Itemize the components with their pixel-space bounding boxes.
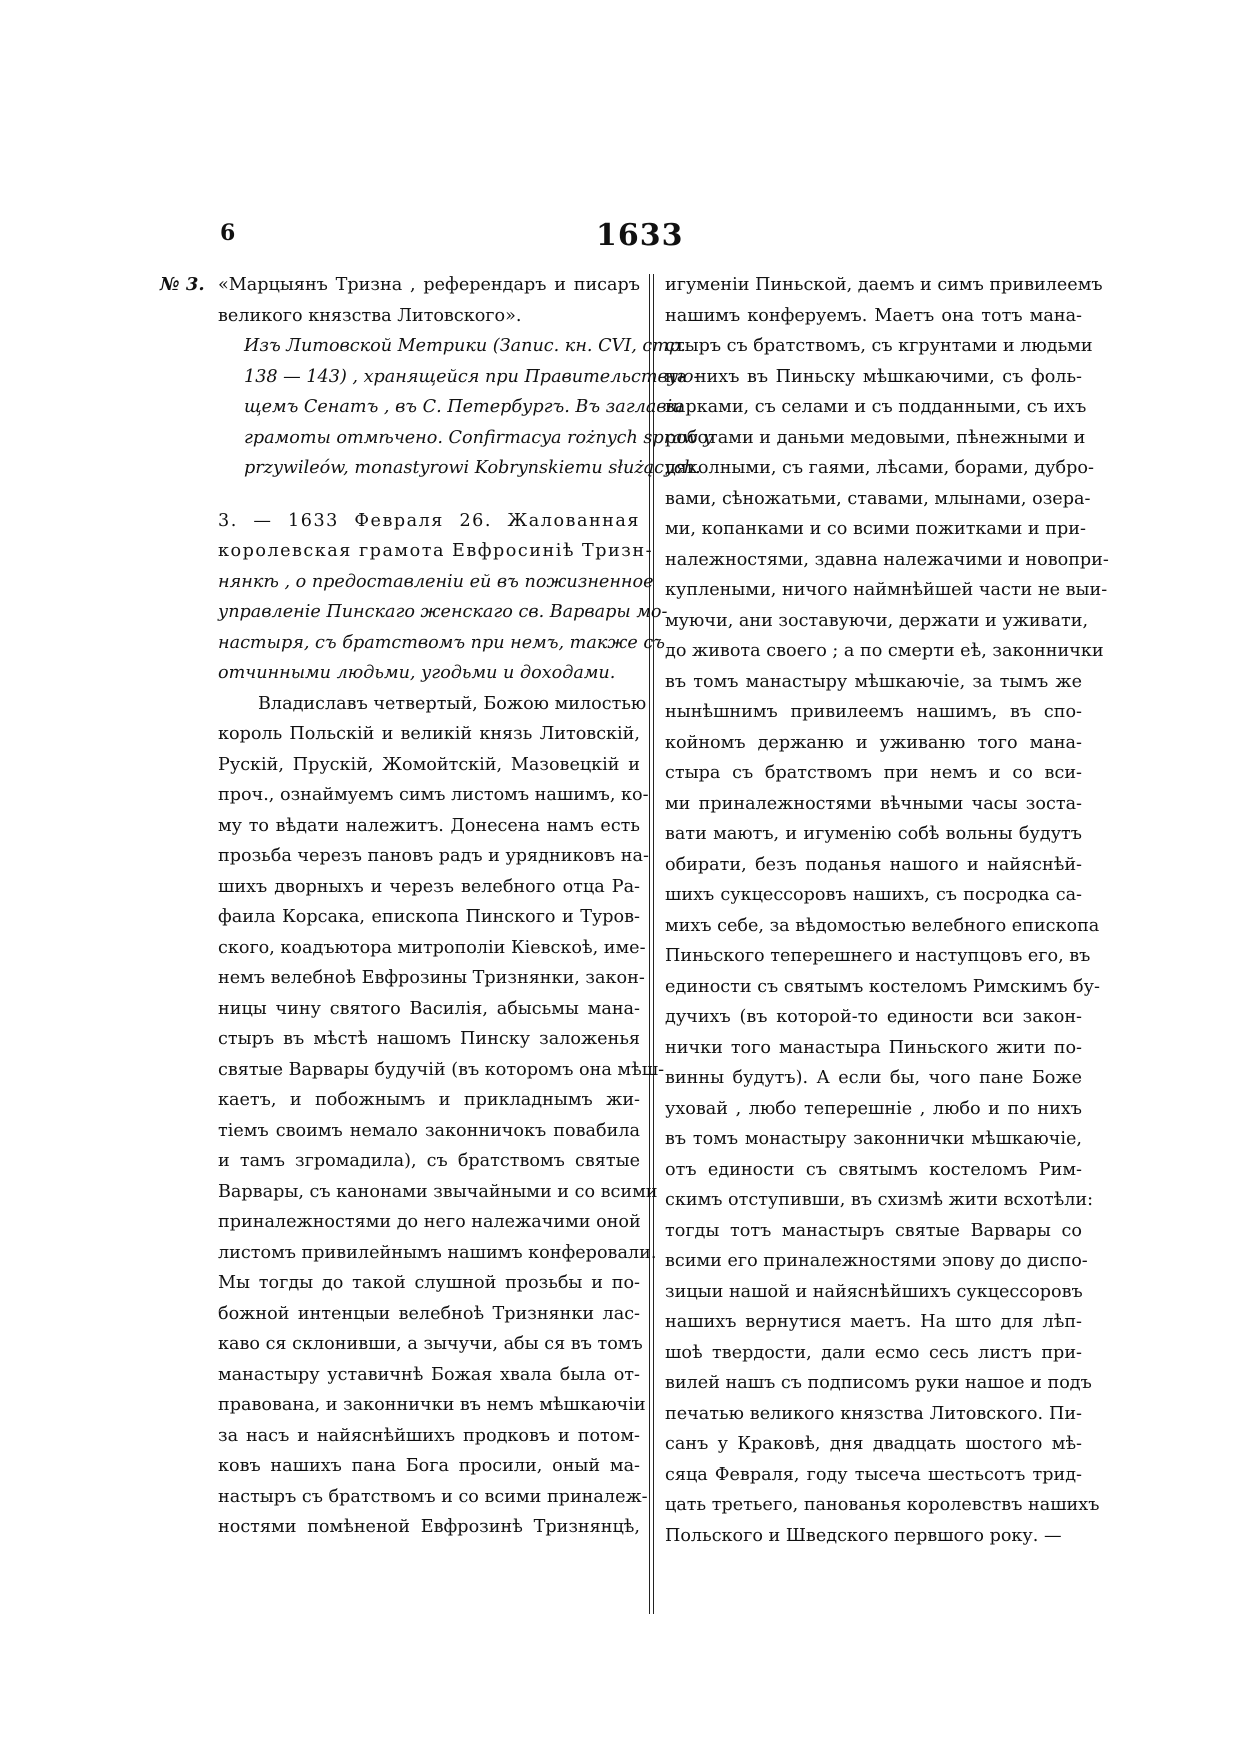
body-line: куплеными, ничого наймнѣйшей части не выи-: [665, 580, 1108, 600]
body-line: шихъ сукцессоровъ нашихъ, съ посродка са-: [665, 885, 1082, 905]
body-line: винны будутъ). А если бы, чого пане Боже: [665, 1068, 1082, 1088]
body-line: каво ся склонивши, а зычучи, абы ся въ томъ: [218, 1334, 643, 1354]
body-line: фаила Корсака, епископа Пинского и Туров-: [218, 907, 640, 927]
body-line: тогды тотъ манастыръ святые Варвары со: [665, 1220, 1082, 1241]
body-line: цать третьего, панованья королевствъ нашихъ: [665, 1495, 1100, 1515]
body-line: нашимъ конферуемъ. Маетъ она тотъ мана-: [665, 305, 1082, 326]
body-line: манастыру уставичнѣ Божая хвала была от-: [218, 1364, 640, 1385]
body-line: отъ единости съ святымъ костеломъ Рим-: [665, 1159, 1082, 1180]
heading-line: королевская грамота Евфросиніѣ Тризн-: [218, 541, 654, 561]
body-line: настыръ съ братствомъ и со всими приналеж-: [218, 1486, 648, 1507]
right-column: [665, 270, 1109, 1551]
body-line: листомъ привилейнымъ нашимъ конферовали.: [218, 1242, 657, 1263]
body-line: король Польскій и великій князь Литовскій,: [218, 724, 640, 744]
body-line: вилей нашъ съ подписомъ руки нашое и подъ: [665, 1373, 1092, 1393]
body-line: шоѣ твердости, дали есмо сесь листъ при-: [665, 1342, 1082, 1363]
body-line: ковъ нашихъ пана Бога просили, оный ма-: [218, 1456, 640, 1476]
body-line: михъ себе, за вѣдомостью велебного епископа: [665, 915, 1100, 936]
body-line: сяца Февраля, году тысеча шестьсотъ трид-: [665, 1464, 1082, 1485]
body-line: ми, копанками и со всими пожитками и при-: [665, 519, 1086, 539]
body-line: обирати, безъ поданья нашого и найяснѣй-: [665, 854, 1082, 875]
body-line: скимъ отступивши, въ схизмѣ жити всхотѣли:: [665, 1190, 1094, 1210]
body-line: Мы тогды до такой слушной прозьбы и по-: [218, 1273, 640, 1293]
body-line: нынѣшнимъ привилеемъ нашимъ, въ спо-: [665, 702, 1082, 722]
body-line: святые Варвары будучій (въ которомъ она мѣш-: [218, 1059, 665, 1080]
body-line: дучихъ (въ которой-то единости вси закон-: [665, 1007, 1082, 1027]
body-line: вами, сѣножатьми, ставами, млынами, озера-: [665, 488, 1091, 509]
body-line: муючи, ани зоставуючи, держати и уживати,: [665, 610, 1089, 631]
source-line: 138 — 143) , хранящейся при Правительствую-: [244, 366, 700, 387]
source-note: [244, 331, 714, 484]
document-marker: № 3.: [160, 274, 205, 295]
body-line: Владиславъ четвертый, Божою милостью: [258, 693, 647, 714]
body-line: немъ велебноѣ Евфрозины Тризнянки, закон-: [218, 968, 645, 988]
body-line: койномъ держаню и уживаню того мана-: [665, 732, 1082, 753]
body-line: правована, и законнички въ немъ мѣшкаючіи: [218, 1395, 646, 1415]
body-line: стыръ въ мѣстѣ нашомъ Пинску заложенья: [218, 1029, 640, 1049]
heading-line: 3. — 1633 Февраля 26. Жалованная: [218, 510, 640, 531]
body-line: му то вѣдати належитъ. Донесена намъ есть: [218, 815, 640, 836]
body-text: [218, 689, 665, 1543]
body-line: ми приналежностями вѣчными часы зоста-: [665, 793, 1082, 814]
body-line: шихъ дворныхъ и черезъ велебного отца Ра-: [218, 876, 640, 897]
body-line: печатью великого князства Литовского. Пи-: [665, 1403, 1082, 1424]
body-line: уховай , любо теперешніе , любо и по нихъ: [665, 1098, 1082, 1119]
body-line: ностями помѣненой Евфрозинѣ Тризнянцѣ,: [218, 1517, 640, 1537]
heading-line: нянкѣ , о предоставленіи ей въ пожизненное: [218, 571, 654, 592]
body-line: дяколными, съ гаями, лѣсами, борами, дубро-: [665, 458, 1094, 478]
body-line: за насъ и найяснѣйшихъ продковъ и потом-: [218, 1425, 640, 1446]
body-line: Пиньского теперешнего и наступцовъ его, въ: [665, 946, 1091, 966]
source-line: щемъ Сенатъ , въ С. Петербургъ. Въ заглавіи: [244, 397, 684, 417]
body-line: стыръ съ братствомъ, съ кгрунтами и людьми: [665, 336, 1093, 356]
heading-line: отчинными людьми, угодьми и доходами.: [218, 663, 616, 683]
body-line: ского, коадъютора митрополіи Кіевскоѣ, име-: [218, 937, 646, 958]
body-line: варками, съ селами и съ подданными, съ ихъ: [665, 397, 1087, 417]
body-line: въ томъ монастыру законнички мѣшкаючіе,: [665, 1129, 1082, 1149]
body-line: проч., ознаймуемъ симъ листомъ нашимъ, ко-: [218, 785, 649, 805]
body-line: належностями, здавна належачими и новопри-: [665, 549, 1109, 570]
body-line: санъ у Краковѣ, дня двадцать шостого мѣ-: [665, 1434, 1082, 1454]
body-line: и тамъ згромадила), съ братствомъ святые: [218, 1151, 640, 1171]
year-header: 1633: [596, 218, 684, 253]
body-line: Польского и Шведского первшого року. —: [665, 1525, 1062, 1546]
body-line: Рускій, Прускій, Жомойтскій, Мазовецкій и: [218, 754, 640, 775]
source-line: Изъ Литовской Метрики (Запис. кн. CVI, стр.: [244, 336, 686, 356]
body-line: прозьба черезъ пановъ радъ и урядниковъ на-: [218, 846, 649, 866]
body-line: до живота своего ; а по смерти еѣ, законнички: [665, 641, 1104, 661]
body-line: божной интенцыи велебноѣ Тризнянки лас-: [218, 1303, 640, 1324]
body-line: роботами и даньми медовыми, пѣнежными и: [665, 427, 1086, 448]
body-line: единости съ святымъ костеломъ Римскимъ бу-: [665, 976, 1100, 997]
title-line: «Марцыянъ Тризна , референдаръ и писаръ: [218, 275, 640, 295]
body-line: тіемъ своимъ немало законничокъ повабила: [218, 1120, 640, 1141]
title-line: великого князства Литовского».: [218, 305, 522, 326]
body-line: игуменіи Пиньской, даемъ и симъ привилеемъ: [665, 275, 1103, 295]
spacer: [218, 484, 640, 506]
body-line: каетъ, и побожнымъ и прикладнымъ жи-: [218, 1090, 640, 1110]
body-line: ницы чину святого Василія, абысьмы мана-: [218, 998, 640, 1019]
document-title: [218, 270, 640, 331]
body-line: нички того манастыра Пиньского жити по-: [665, 1037, 1082, 1058]
page-number: 6: [220, 220, 236, 246]
body-line: Варвары, съ канонами звычайными и со всими: [218, 1181, 658, 1202]
source-line: грамоты отмѣчено. Confirmacya rożnych spraw y: [244, 427, 714, 448]
document-heading: [218, 506, 668, 689]
body-line: нашихъ вернутися маетъ. На што для лѣп-: [665, 1312, 1082, 1332]
body-line: всими его приналежностями эпову до диспо-: [665, 1251, 1088, 1271]
body-line: приналежностями до него належачими оной: [218, 1212, 641, 1232]
source-line: przywilеów, monastyrowi Kobrynskiemu służących.: [244, 458, 701, 478]
left-column: [218, 270, 714, 1543]
body-line: на нихъ въ Пиньску мѣшкаючими, съ фоль-: [665, 366, 1082, 387]
heading-line: настыря, съ братствомъ при немъ, также съ: [218, 632, 665, 653]
body-line: стыра съ братствомъ при немъ и со вси-: [665, 763, 1082, 783]
heading-line: управленіе Пинскаго женскаго св. Варвары мо-: [218, 602, 668, 622]
body-line: въ томъ манастыру мѣшкаючіе, за тымъ же: [665, 671, 1082, 692]
body-line: вати маютъ, и игуменію собѣ вольны будутъ: [665, 824, 1082, 844]
body-line: зицыи нашой и найяснѣйшихъ сукцессоровъ: [665, 1281, 1083, 1302]
